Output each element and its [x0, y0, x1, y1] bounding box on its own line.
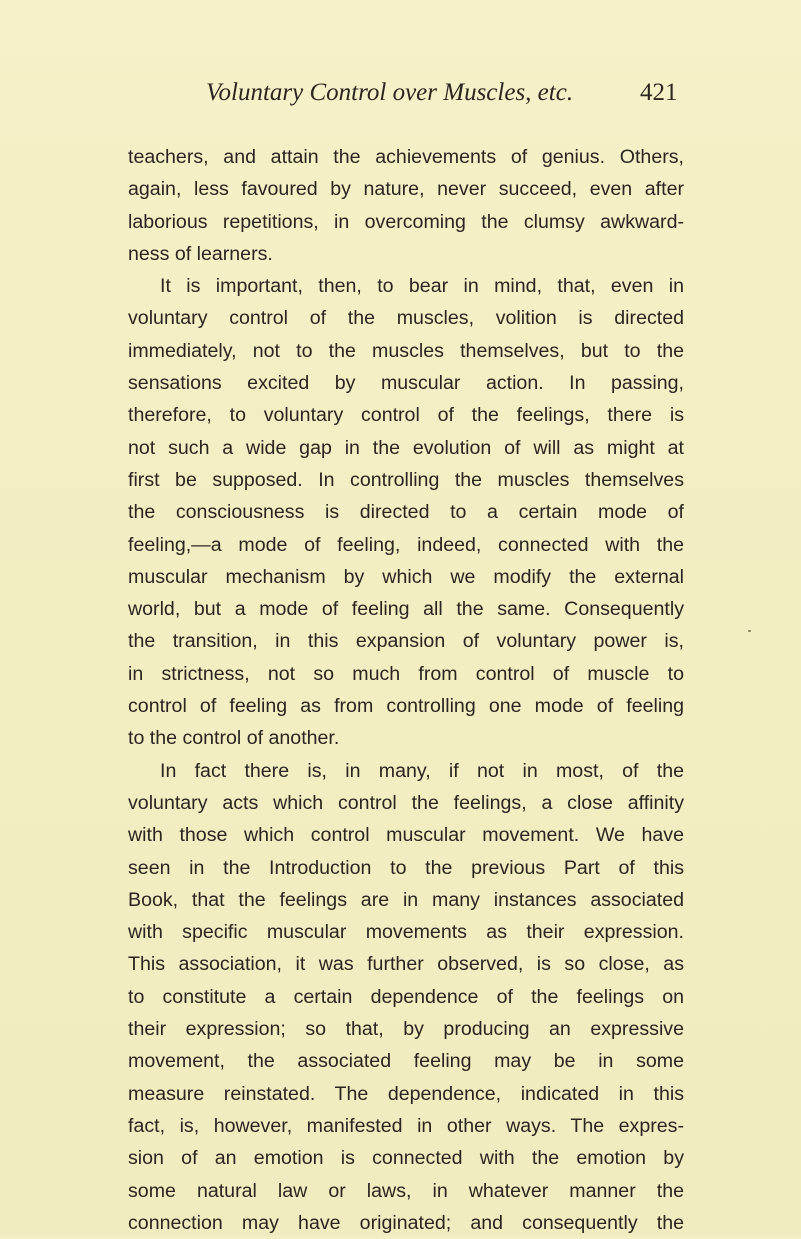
text-line: voluntary control of the muscles, volition is directed — [128, 307, 684, 330]
text-line: teachers, and attain the achievements of genius. Others, — [128, 146, 684, 168]
text-line: control of feeling as from controlling one mode of feeling — [128, 695, 684, 718]
text-line: feeling,—a mode of feeling, indeed, connected with the — [128, 533, 684, 556]
text-line: again, less favoured by nature, never succeed, even after — [128, 178, 684, 201]
text-line: voluntary acts which control the feelings, a close affinity — [128, 791, 684, 814]
paper-speck — [748, 630, 751, 632]
text-line: laborious repetitions, in overcoming the clumsy awkward- — [128, 210, 684, 233]
text-line: movement, the associated feeling may be in some — [128, 1050, 684, 1073]
text-line: sion of an emotion is connected with the emotion by — [128, 1147, 684, 1170]
text-line: some natural law or laws, in whatever manner the — [128, 1179, 684, 1202]
text-line: not such a wide gap in the evolution of will as might at — [128, 436, 684, 459]
text-line: Book, that the feelings are in many instances associated — [128, 888, 684, 911]
text-line: therefore, to voluntary control of the feelings, there is — [128, 404, 684, 427]
paragraph-start-line: In fact there is, in many, if not in most, of the — [160, 759, 684, 782]
text-line: muscular mechanism by which we modify the external — [128, 565, 684, 588]
running-head — [206, 79, 686, 119]
paragraph-start-line: It is important, then, to bear in mind, that, even in — [160, 275, 684, 298]
text-line: to the control of another. — [128, 727, 340, 750]
page-number: 421 — [640, 79, 678, 106]
text-line: in strictness, not so much from control of muscle to — [128, 662, 684, 685]
text-line: fact, is, however, manifested in other ways. The expres- — [128, 1114, 684, 1137]
text-line: world, but a mode of feeling all the same. Consequently — [128, 598, 684, 621]
running-title: Voluntary Control over Muscles, etc. — [206, 79, 574, 106]
text-line: with those which control muscular movement. We have — [128, 824, 684, 847]
body-text — [128, 141, 684, 1239]
text-line: ness of learners. — [128, 242, 273, 265]
text-line: their expression; so that, by producing an expressive — [128, 1018, 684, 1041]
text-line: the transition, in this expansion of voluntary power is, — [128, 630, 684, 653]
text-line: first be supposed. In controlling the muscles themselves — [128, 468, 684, 491]
text-line: seen in the Introduction to the previous Part of this — [128, 856, 684, 879]
text-line: This association, it was further observed, is so close, as — [128, 953, 684, 976]
text-line: sensations excited by muscular action. In passing, — [128, 372, 684, 395]
text-line: measure reinstated. The dependence, indicated in this — [128, 1082, 684, 1105]
text-line: immediately, not to the muscles themselves, but to the — [128, 339, 684, 362]
text-line: with specific muscular movements as their expression. — [128, 921, 684, 944]
text-line: connection may have originated; and consequently the — [128, 1211, 684, 1234]
text-line: the consciousness is directed to a certain mode of — [128, 501, 684, 524]
text-line: to constitute a certain dependence of the feelings on — [128, 985, 684, 1008]
